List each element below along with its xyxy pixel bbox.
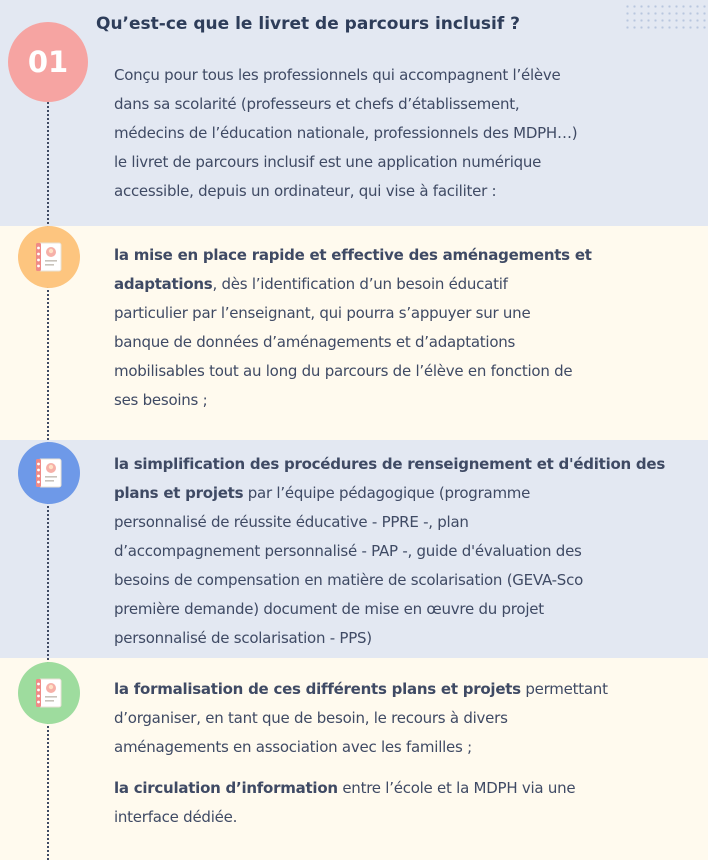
item-2-icon-badge <box>18 442 80 504</box>
item-3-icon-badge <box>18 662 80 724</box>
section-title: Qu’est-ce que le livret de parcours inclusif ? <box>96 14 521 34</box>
intro-paragraph: Conçu pour tous les professionnels qui accompagnent l’élève dans sa scolarité (professeurs et chefs d’établissement, médecins de l’éducation nationale, professionnels des MDPH…) le livret de parcours inclusif est une application numérique accessible, depuis un ordinateur, qui vise à faciliter : <box>114 66 578 200</box>
section-number: 01 <box>27 45 69 79</box>
notebook-icon <box>32 240 66 274</box>
item-1-icon-badge <box>18 226 80 288</box>
item-3-text: la formalisation de ces différents plans et projets permettant d’organiser, en tant que de besoin, le recours à divers aménagements en association avec les familles ; <box>114 680 608 756</box>
section-number-badge <box>8 22 88 102</box>
notebook-icon <box>32 676 66 710</box>
item-4-text: la circulation d’information entre l’école et la MDPH via une interface dédiée. <box>114 779 576 826</box>
notebook-icon <box>32 456 66 490</box>
item-2-text: la simplification des procédures de renseignement et d'édition des plans et projets par l’équipe pédagogique (programme personnalisé de réussite éducative - PPRE -, plan d’accompagnement personnalisé - PAP -, guide d'évaluation des besoins de compensation en matière de scolarisation (GEVA-Sco première demande) document de mise en œuvre du projet personnalisé de scolarisation - PPS) <box>114 455 666 647</box>
item-1-text: la mise en place rapide et effective des aménagements et adaptations, dès l’identification d’un besoin éducatif particulier par l’enseignant, qui pourra s’appuyer sur une banque de données d’aménagements et d’adaptations mobilisables tout au long du parcours de l’élève en fonction de ses besoins ; <box>114 246 592 409</box>
dot-pattern-decoration <box>624 3 708 31</box>
